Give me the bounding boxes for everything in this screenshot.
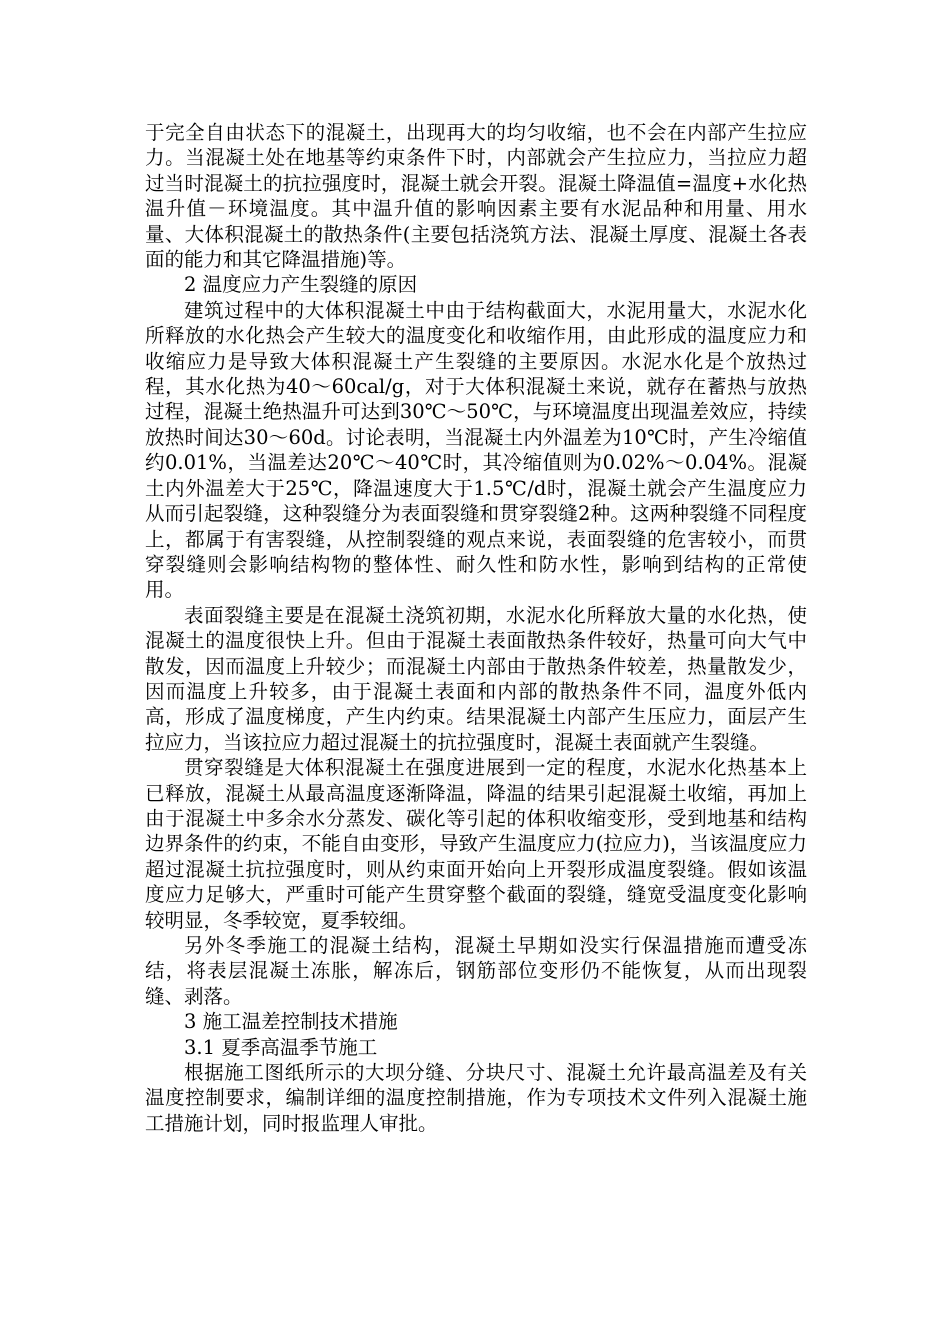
paragraph-causes: 建筑过程中的大体积混凝土中由于结构截面大，水泥用量大，水泥水化所释放的水化热会产生较大的温度变化和收缩作用，由此形成的温度应力和收缩应力是导致大体积混凝土产生裂缝的主要原因。水泥水化是个放热过程，其水化热为40～60cal/g，对于大体积混凝土来说，就存在蓄热与放热过程，混凝土绝热温升可达到30℃～50℃，与环境温度出现温差效应，持续放热时间达30～60d。讨论表明，当混凝土内外温差为10℃时，产生冷缩值约0.01%，当温差达20℃～40℃时，其冷缩值则为0.02%～0.04%。混凝土内外温差大于25℃，降温速度大于1.5℃/d时，混凝土就会产生温度应力从而引起裂缝，这种裂缝分为表面裂缝和贯穿裂缝2种。这两种裂缝不同程度上，都属于有害裂缝，从控制裂缝的观点来说，表面裂缝的危害较小，而贯穿裂缝则会影响结构物的整体性、耐久性和防水性，影响到结构的正常使用。 xyxy=(145,298,807,602)
subsection-heading-3-1: 3.1 夏季高温季节施工 xyxy=(184,1035,378,1059)
paragraph-summer-construction: 根据施工图纸所示的大坝分缝、分块尺寸、混凝土允许最高温差及有关温度控制要求，编制详细的温度控制措施，作为专项技术文件列入混凝土施工措施计划，同时报监理人审批。 xyxy=(145,1061,807,1135)
paragraph-winter-construction: 另外冬季施工的混凝土结构，混凝土早期如没实行保温措施而遭受冻结，将表层混凝土冻胀，解冻后，钢筋部位变形仍不能恢复，从而出现裂缝、剥落。 xyxy=(145,934,807,1008)
document-body xyxy=(145,120,807,1136)
section-heading-3: 3 施工温差控制技术措施 xyxy=(184,1010,398,1034)
paragraph-through-cracks: 贯穿裂缝是大体积混凝土在强度进展到一定的程度，水泥水化热基本上已释放，混凝土从最高温度逐渐降温，降温的结果引起混凝土收缩，再加上由于混凝土中多余水分蒸发、碳化等引起的体积收缩变形，受到地基和结构边界条件的约束，不能自由变形，导致产生温度应力(拉应力)，当该温度应力超过混凝土抗拉强度时，则从约束面开始向上开裂形成温度裂缝。假如该温度应力足够大，严重时可能产生贯穿整个截面的裂缝，缝宽受温度变化影响较明显，冬季较宽，夏季较细。 xyxy=(145,756,807,932)
section-heading-2: 2 温度应力产生裂缝的原因 xyxy=(184,273,418,297)
paragraph-surface-cracks: 表面裂缝主要是在混凝土浇筑初期，水泥水化所释放大量的水化热，使混凝土的温度很快上升。但由于混凝土表面散热条件较好，热量可向大气中散发，因而温度上升较少；而混凝土内部由于散热条件较差，热量散发少，因而温度上升较多，由于混凝土表面和内部的散热条件不同，温度外低内高，形成了温度梯度，产生内约束。结果混凝土内部产生压应力，面层产生拉应力，当该拉应力超过混凝土的抗拉强度时，混凝土表面就产生裂缝。 xyxy=(145,603,807,754)
paragraph-continuation: 于完全自由状态下的混凝土，出现再大的均匀收缩，也不会在内部产生拉应力。当混凝土处在地基等约束条件下时，内部就会产生拉应力，当拉应力超过当时混凝土的抗拉强度时，混凝土就会开裂。混凝土降温值=温度+水化热温升值－环境温度。其中温升值的影响因素主要有水泥品种和用量、用水量、大体积混凝土的散热条件(主要包括浇筑方法、混凝土厚度、混凝土各表面的能力和其它降温措施)等。 xyxy=(145,121,807,272)
